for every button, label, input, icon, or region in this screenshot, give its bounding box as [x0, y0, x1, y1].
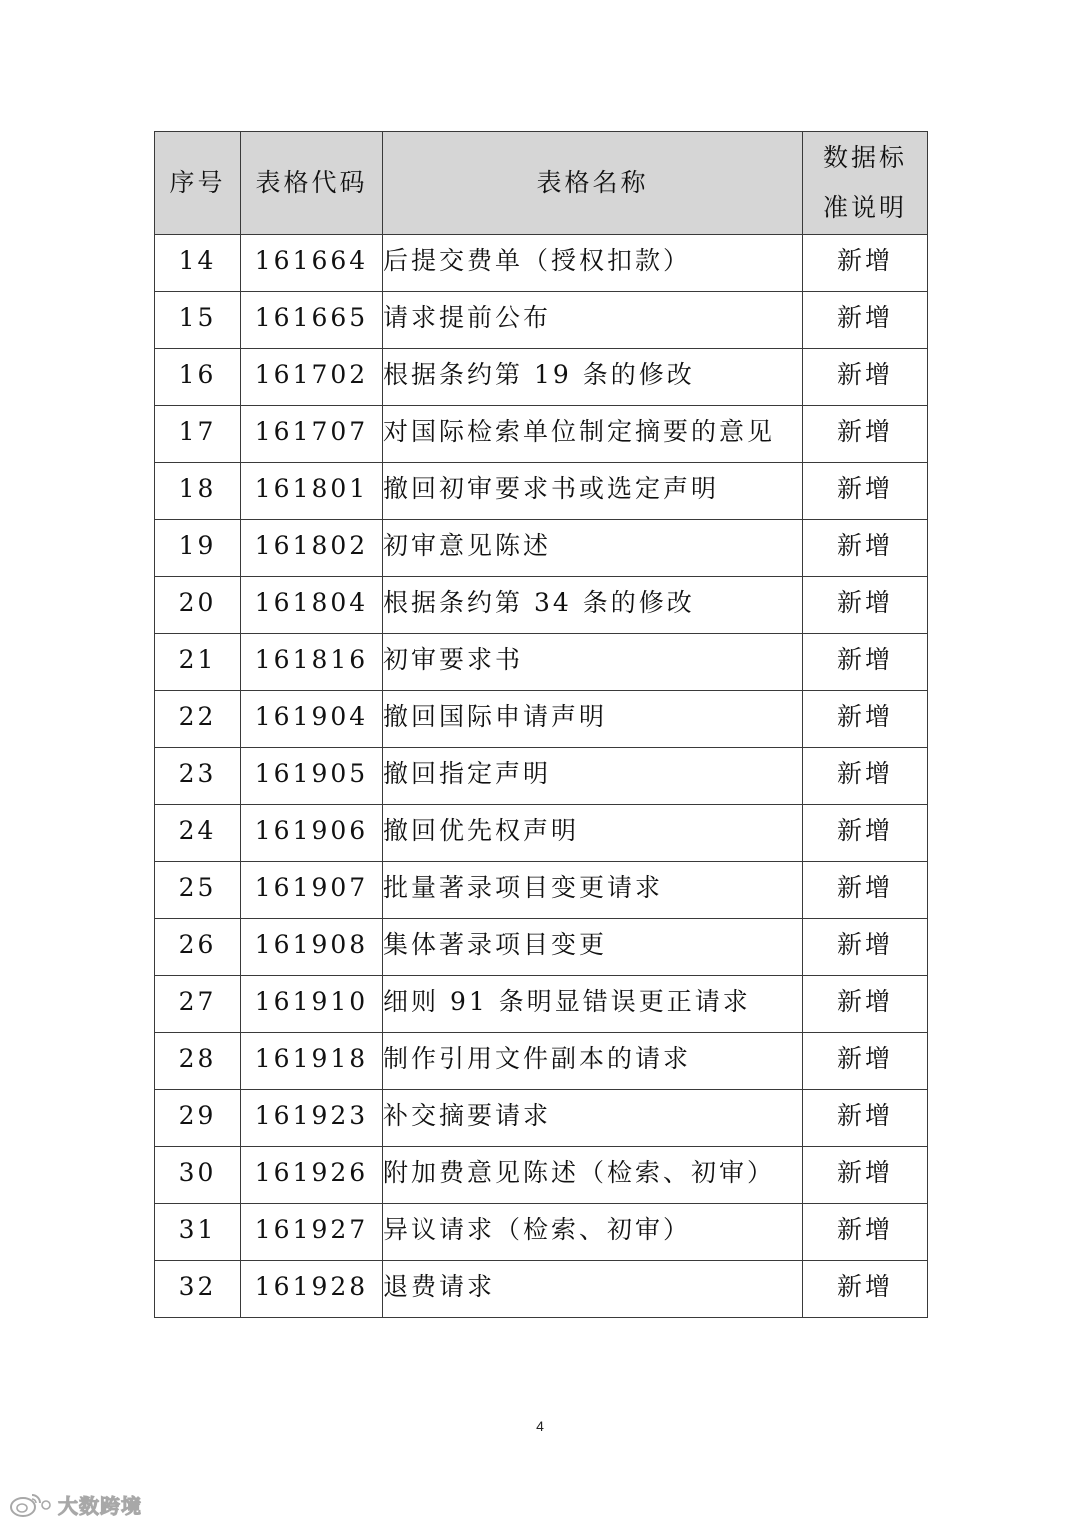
- row-code: 161804: [241, 577, 383, 634]
- row-code: 161918: [241, 1033, 383, 1090]
- header-no: 序号: [155, 132, 241, 235]
- row-note: 新增: [803, 748, 928, 805]
- table-row: [155, 520, 928, 577]
- table-row: [155, 976, 928, 1033]
- row-name: 请求提前公布: [383, 292, 803, 349]
- row-note: 新增: [803, 1090, 928, 1147]
- row-name: 根据条约第 19 条的修改: [383, 349, 803, 406]
- row-name: 退费请求: [383, 1261, 803, 1318]
- header-note-line2: 准说明: [822, 193, 907, 222]
- row-note: 新增: [803, 1204, 928, 1261]
- row-number: 22: [155, 691, 241, 748]
- row-code: 161801: [241, 463, 383, 520]
- header-note: [803, 132, 928, 235]
- row-note: 新增: [803, 349, 928, 406]
- row-note: 新增: [803, 976, 928, 1033]
- table-row: [155, 1090, 928, 1147]
- row-code: 161905: [241, 748, 383, 805]
- table-row: [155, 1033, 928, 1090]
- row-note: 新增: [803, 520, 928, 577]
- row-note: 新增: [803, 1033, 928, 1090]
- header-note-line1: 数据标: [822, 143, 907, 172]
- row-code: 161908: [241, 919, 383, 976]
- row-note: 新增: [803, 862, 928, 919]
- row-name: 对国际检索单位制定摘要的意见: [383, 406, 803, 463]
- row-name: 撤回优先权声明: [383, 805, 803, 862]
- table-row: [155, 292, 928, 349]
- row-code: 161923: [241, 1090, 383, 1147]
- row-name: 集体著录项目变更: [383, 919, 803, 976]
- table-row: [155, 463, 928, 520]
- row-code: 161907: [241, 862, 383, 919]
- row-number: 23: [155, 748, 241, 805]
- table-row: [155, 1147, 928, 1204]
- row-note: 新增: [803, 463, 928, 520]
- table-row: [155, 1204, 928, 1261]
- row-note: 新增: [803, 805, 928, 862]
- row-name: 初审要求书: [383, 634, 803, 691]
- row-number: 25: [155, 862, 241, 919]
- watermark-text: 大数跨境: [58, 1493, 142, 1518]
- row-code: 161910: [241, 976, 383, 1033]
- row-number: 24: [155, 805, 241, 862]
- header-code: 表格代码: [241, 132, 383, 235]
- row-number: 26: [155, 919, 241, 976]
- row-code: 161665: [241, 292, 383, 349]
- row-code: 161664: [241, 235, 383, 292]
- row-number: 21: [155, 634, 241, 691]
- row-note: 新增: [803, 1147, 928, 1204]
- table-body: [155, 235, 928, 1318]
- row-code: 161802: [241, 520, 383, 577]
- row-number: 16: [155, 349, 241, 406]
- table-row: [155, 634, 928, 691]
- table-row: [155, 577, 928, 634]
- row-number: 18: [155, 463, 241, 520]
- weibo-logo-icon: [8, 1489, 52, 1519]
- row-name: 初审意见陈述: [383, 520, 803, 577]
- row-name: 附加费意见陈述（检索、初审）: [383, 1147, 803, 1204]
- table-row: [155, 805, 928, 862]
- row-number: 30: [155, 1147, 241, 1204]
- row-number: 20: [155, 577, 241, 634]
- row-number: 29: [155, 1090, 241, 1147]
- row-number: 14: [155, 235, 241, 292]
- watermark: [8, 1488, 142, 1520]
- row-number: 32: [155, 1261, 241, 1318]
- page-number: 4: [536, 1418, 544, 1434]
- forms-table: [154, 131, 928, 1318]
- row-note: 新增: [803, 634, 928, 691]
- row-name: 撤回国际申请声明: [383, 691, 803, 748]
- row-number: 19: [155, 520, 241, 577]
- table-header-row: [155, 132, 928, 235]
- table-row: [155, 862, 928, 919]
- row-number: 28: [155, 1033, 241, 1090]
- row-code: 161906: [241, 805, 383, 862]
- row-code: 161702: [241, 349, 383, 406]
- row-name: 补交摘要请求: [383, 1090, 803, 1147]
- row-note: 新增: [803, 577, 928, 634]
- table-row: [155, 748, 928, 805]
- row-note: 新增: [803, 691, 928, 748]
- row-code: 161816: [241, 634, 383, 691]
- table-row: [155, 691, 928, 748]
- row-name: 撤回初审要求书或选定声明: [383, 463, 803, 520]
- row-number: 15: [155, 292, 241, 349]
- table-row: [155, 919, 928, 976]
- row-note: 新增: [803, 292, 928, 349]
- row-code: 161928: [241, 1261, 383, 1318]
- header-name: 表格名称: [383, 132, 803, 235]
- table-row: [155, 349, 928, 406]
- row-name: 异议请求（检索、初审）: [383, 1204, 803, 1261]
- row-note: 新增: [803, 235, 928, 292]
- table-row: [155, 1261, 928, 1318]
- row-number: 17: [155, 406, 241, 463]
- table-row: [155, 406, 928, 463]
- row-name: 撤回指定声明: [383, 748, 803, 805]
- row-number: 27: [155, 976, 241, 1033]
- row-name: 根据条约第 34 条的修改: [383, 577, 803, 634]
- row-code: 161904: [241, 691, 383, 748]
- row-number: 31: [155, 1204, 241, 1261]
- row-code: 161926: [241, 1147, 383, 1204]
- row-name: 细则 91 条明显错误更正请求: [383, 976, 803, 1033]
- table-row: [155, 235, 928, 292]
- row-note: 新增: [803, 1261, 928, 1318]
- row-code: 161927: [241, 1204, 383, 1261]
- row-note: 新增: [803, 919, 928, 976]
- row-code: 161707: [241, 406, 383, 463]
- row-name: 批量著录项目变更请求: [383, 862, 803, 919]
- row-note: 新增: [803, 406, 928, 463]
- row-name: 后提交费单（授权扣款）: [383, 235, 803, 292]
- row-name: 制作引用文件副本的请求: [383, 1033, 803, 1090]
